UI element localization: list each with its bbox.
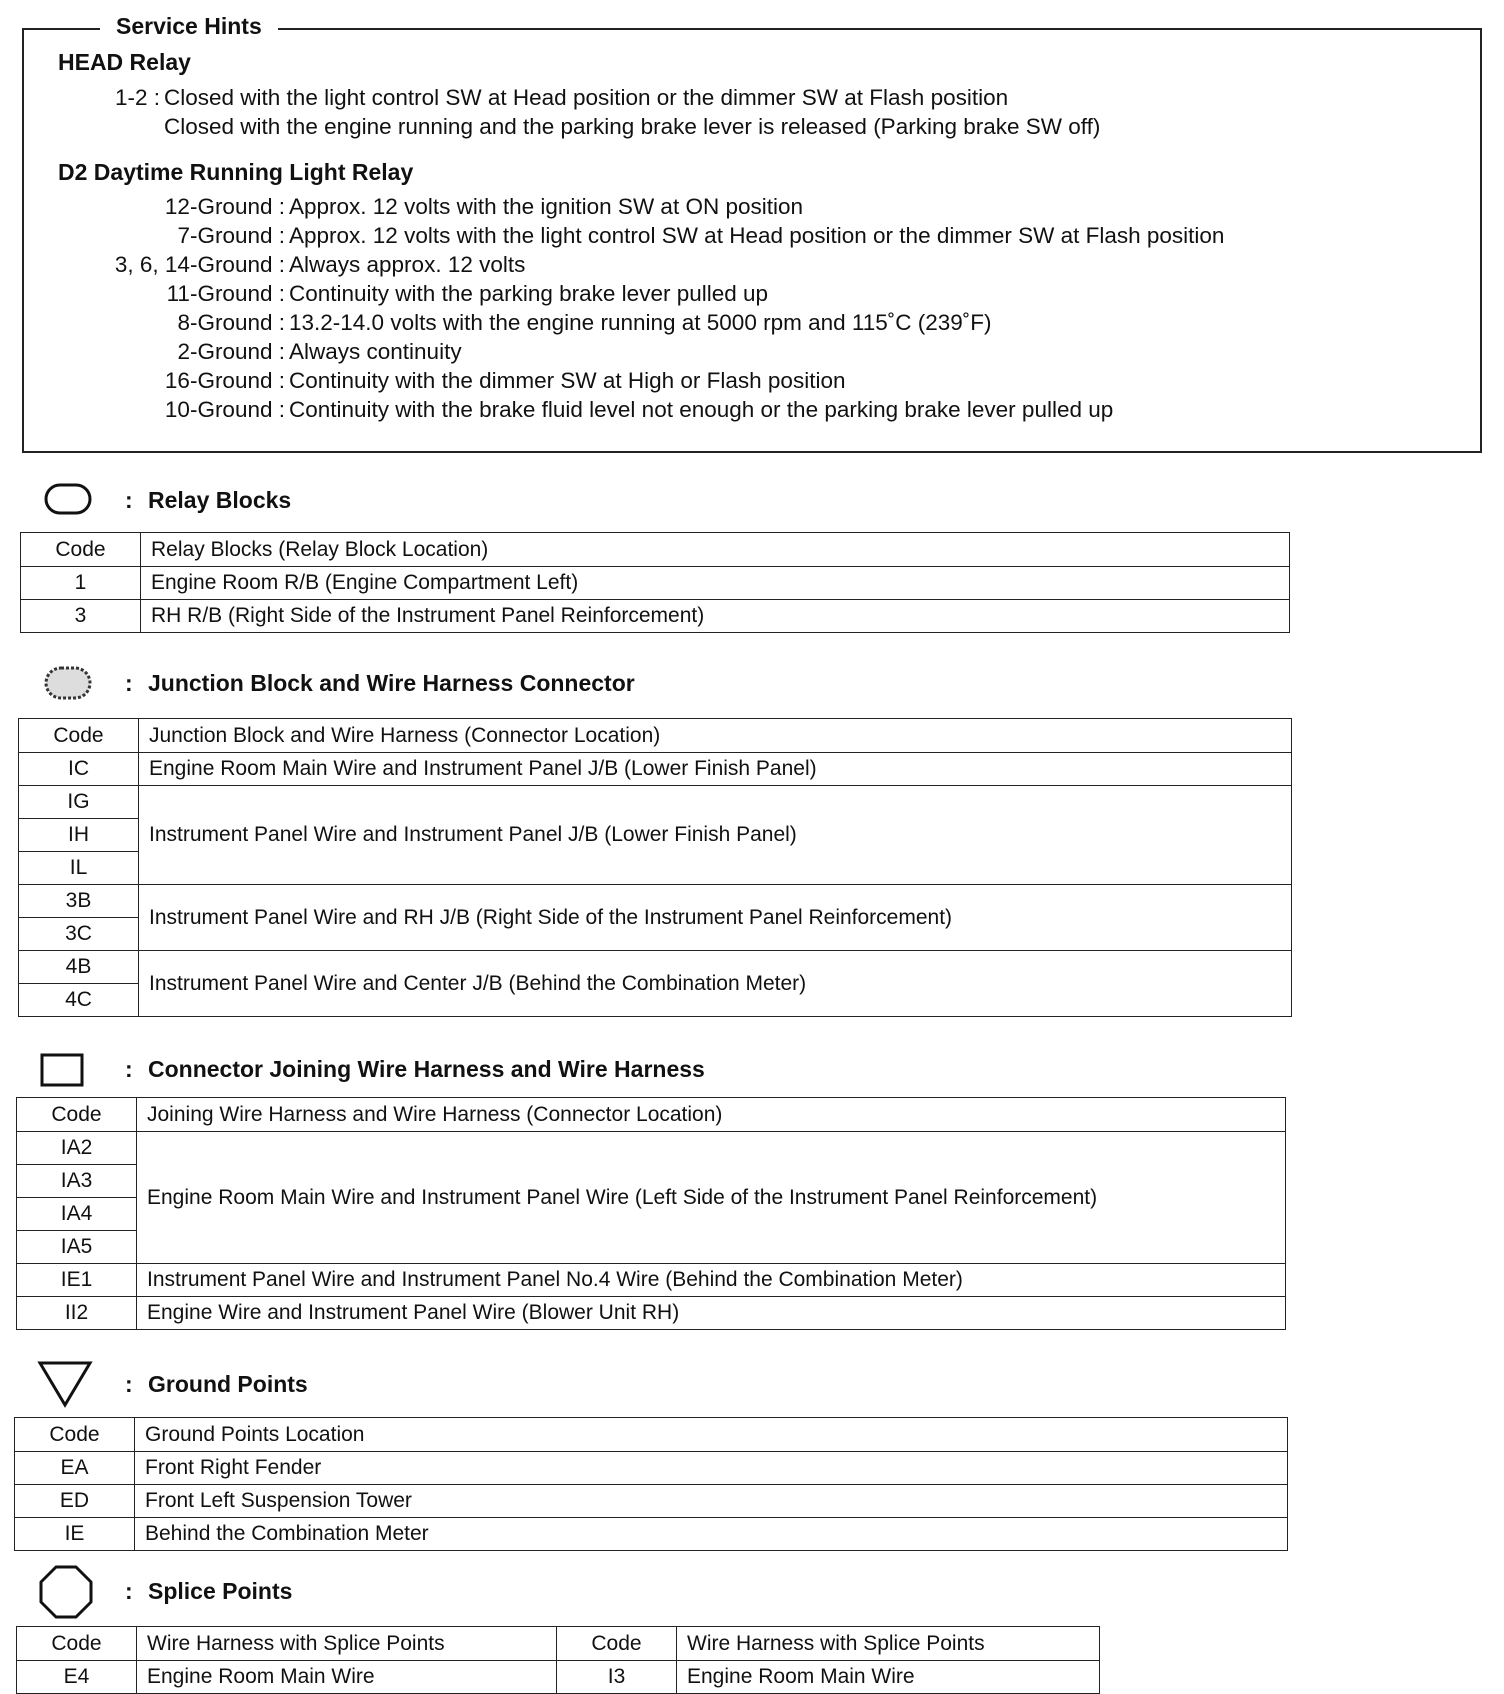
row-code: IE: [15, 1518, 135, 1551]
hint-text: Closed with the engine running and the parking brake lever is released (Parking brake SW off): [164, 114, 1101, 139]
ground-triangle-icon: [36, 1359, 96, 1409]
heading-colon: :: [125, 670, 133, 696]
d2-relay-line: [164, 367, 846, 395]
header-code: Code: [19, 719, 139, 753]
table-row: [19, 786, 1292, 819]
row-desc: Instrument Panel Wire and Instrument Panel No.4 Wire (Behind the Combination Meter): [137, 1264, 1286, 1297]
heading-colon: :: [125, 1371, 133, 1397]
table-header-row: [19, 719, 1292, 753]
table-row: [19, 951, 1292, 984]
section-title: Relay Blocks: [148, 487, 292, 513]
table-row: [19, 753, 1292, 786]
row-code: IA5: [17, 1231, 137, 1264]
hint-terminal: 12-Ground :: [164, 194, 285, 219]
hint-text: 13.2-14.0 volts with the engine running at 5000 rpm and 115˚C (239˚F): [289, 310, 992, 335]
header-code: Code: [21, 533, 141, 567]
hint-terminal: 2-Ground :: [177, 339, 285, 364]
hint-text: Continuity with the parking brake lever pulled up: [289, 281, 769, 306]
table-header-row: [17, 1098, 1286, 1132]
hint-terminal: 11-Ground :: [166, 281, 285, 306]
row-desc: Engine Room Main Wire and Instrument Panel Wire (Left Side of the Instrument Panel Reinforcement): [137, 1132, 1286, 1264]
heading-colon: :: [125, 1578, 133, 1604]
d2-relay-line: [166, 280, 769, 308]
row-desc: Instrument Panel Wire and Instrument Panel J/B (Lower Finish Panel): [139, 786, 1292, 885]
hint-terminal: 16-Ground :: [164, 368, 285, 393]
header-desc: Ground Points Location: [135, 1418, 1288, 1452]
row-desc: Instrument Panel Wire and Center J/B (Behind the Combination Meter): [139, 951, 1292, 1017]
row-code: I3: [557, 1661, 677, 1694]
row-desc: Instrument Panel Wire and RH J/B (Right Side of the Instrument Panel Reinforcement): [139, 885, 1292, 951]
row-code: IE1: [17, 1264, 137, 1297]
header-desc: Wire Harness with Splice Points: [677, 1627, 1100, 1661]
row-code: II2: [17, 1297, 137, 1330]
row-desc: Engine Room Main Wire: [677, 1661, 1100, 1694]
row-code: 3B: [19, 885, 139, 918]
hint-terminal: 8-Ground :: [177, 310, 285, 335]
head-relay-line-1: [114, 84, 1009, 112]
hint-terminal: 3, 6, 14-Ground :: [114, 252, 285, 277]
table-header-row: [15, 1418, 1288, 1452]
table-header-row: [21, 533, 1290, 567]
hint-terminal: 1-2 :: [114, 85, 160, 110]
head-relay-line-2: [164, 113, 1100, 141]
ground-points-table: [14, 1417, 1288, 1551]
header-code: Code: [557, 1627, 677, 1661]
rounded-rect-icon: [44, 483, 94, 517]
table-row: [17, 1264, 1286, 1297]
heading-colon: :: [125, 487, 133, 513]
hint-terminal: 10-Ground :: [164, 397, 285, 422]
row-desc: Front Left Suspension Tower: [135, 1485, 1288, 1518]
row-code: 3C: [19, 918, 139, 951]
hint-text: Continuity with the dimmer SW at High or Flash position: [289, 368, 846, 393]
table-row: [19, 885, 1292, 918]
table-row: [21, 567, 1290, 600]
hint-text: Closed with the light control SW at Head position or the dimmer SW at Flash position: [164, 85, 1009, 110]
row-code: IC: [19, 753, 139, 786]
d2-relay-line: [177, 338, 462, 366]
d2-relay-line: [114, 251, 526, 279]
table-row: [21, 600, 1290, 633]
table-row: [17, 1297, 1286, 1330]
row-code: 4B: [19, 951, 139, 984]
section-title: Junction Block and Wire Harness Connector: [148, 670, 635, 696]
row-code: IG: [19, 786, 139, 819]
row-code: IH: [19, 819, 139, 852]
hint-terminal: 7-Ground :: [177, 223, 285, 248]
hint-text: Always approx. 12 volts: [289, 252, 526, 277]
d2-relay-line: [164, 193, 803, 221]
header-desc: Relay Blocks (Relay Block Location): [141, 533, 1290, 567]
junction-block-icon: [44, 666, 96, 702]
relay-blocks-table: [20, 532, 1290, 633]
row-desc: Behind the Combination Meter: [135, 1518, 1288, 1551]
section-title: Splice Points: [148, 1578, 293, 1604]
header-desc: Joining Wire Harness and Wire Harness (Connector Location): [137, 1098, 1286, 1132]
row-code: IA3: [17, 1165, 137, 1198]
row-code: IL: [19, 852, 139, 885]
hint-text: Approx. 12 volts with the ignition SW at ON position: [289, 194, 803, 219]
row-desc: Engine Room Main Wire: [137, 1661, 557, 1694]
row-code: 4C: [19, 984, 139, 1017]
d2-relay-line: [164, 396, 1114, 424]
table-row: [15, 1518, 1288, 1551]
row-code: EA: [15, 1452, 135, 1485]
table-row: [17, 1132, 1286, 1165]
connectors-table: [16, 1097, 1286, 1330]
heading-colon: :: [125, 1056, 133, 1082]
row-code: 1: [21, 567, 141, 600]
d2-relay-line: [177, 222, 1225, 250]
hint-text: Approx. 12 volts with the light control SW at Head position or the dimmer SW at Flash position: [289, 223, 1225, 248]
splice-octagon-icon: [38, 1564, 94, 1620]
head-relay-heading: HEAD Relay: [58, 49, 191, 75]
table-row: [15, 1485, 1288, 1518]
row-desc: Engine Room R/B (Engine Compartment Left): [141, 567, 1290, 600]
hint-text: Always continuity: [289, 339, 462, 364]
row-desc: Engine Room Main Wire and Instrument Panel J/B (Lower Finish Panel): [139, 753, 1292, 786]
header-desc: Wire Harness with Splice Points: [137, 1627, 557, 1661]
junction-blocks-table: [18, 718, 1292, 1017]
splice-points-table: [16, 1626, 1100, 1694]
header-code: Code: [17, 1627, 137, 1661]
section-title: Ground Points: [148, 1371, 308, 1397]
d2-relay-line: [177, 309, 992, 337]
section-title: Connector Joining Wire Harness and Wire Harness: [148, 1056, 705, 1082]
row-code: 3: [21, 600, 141, 633]
table-row: [15, 1452, 1288, 1485]
row-code: E4: [17, 1661, 137, 1694]
table-header-row: [17, 1627, 1100, 1661]
header-desc: Junction Block and Wire Harness (Connector Location): [139, 719, 1292, 753]
table-row: [17, 1661, 1100, 1694]
hint-text: Continuity with the brake fluid level not enough or the parking brake lever pulled up: [289, 397, 1114, 422]
square-icon: [40, 1052, 86, 1090]
header-code: Code: [15, 1418, 135, 1452]
service-hints-title: Service Hints: [100, 12, 278, 40]
row-code: ED: [15, 1485, 135, 1518]
d2-relay-heading: D2 Daytime Running Light Relay: [58, 159, 414, 185]
row-desc: RH R/B (Right Side of the Instrument Panel Reinforcement): [141, 600, 1290, 633]
row-desc: Engine Wire and Instrument Panel Wire (Blower Unit RH): [137, 1297, 1286, 1330]
row-desc: Front Right Fender: [135, 1452, 1288, 1485]
row-code: IA2: [17, 1132, 137, 1165]
row-code: IA4: [17, 1198, 137, 1231]
header-code: Code: [17, 1098, 137, 1132]
